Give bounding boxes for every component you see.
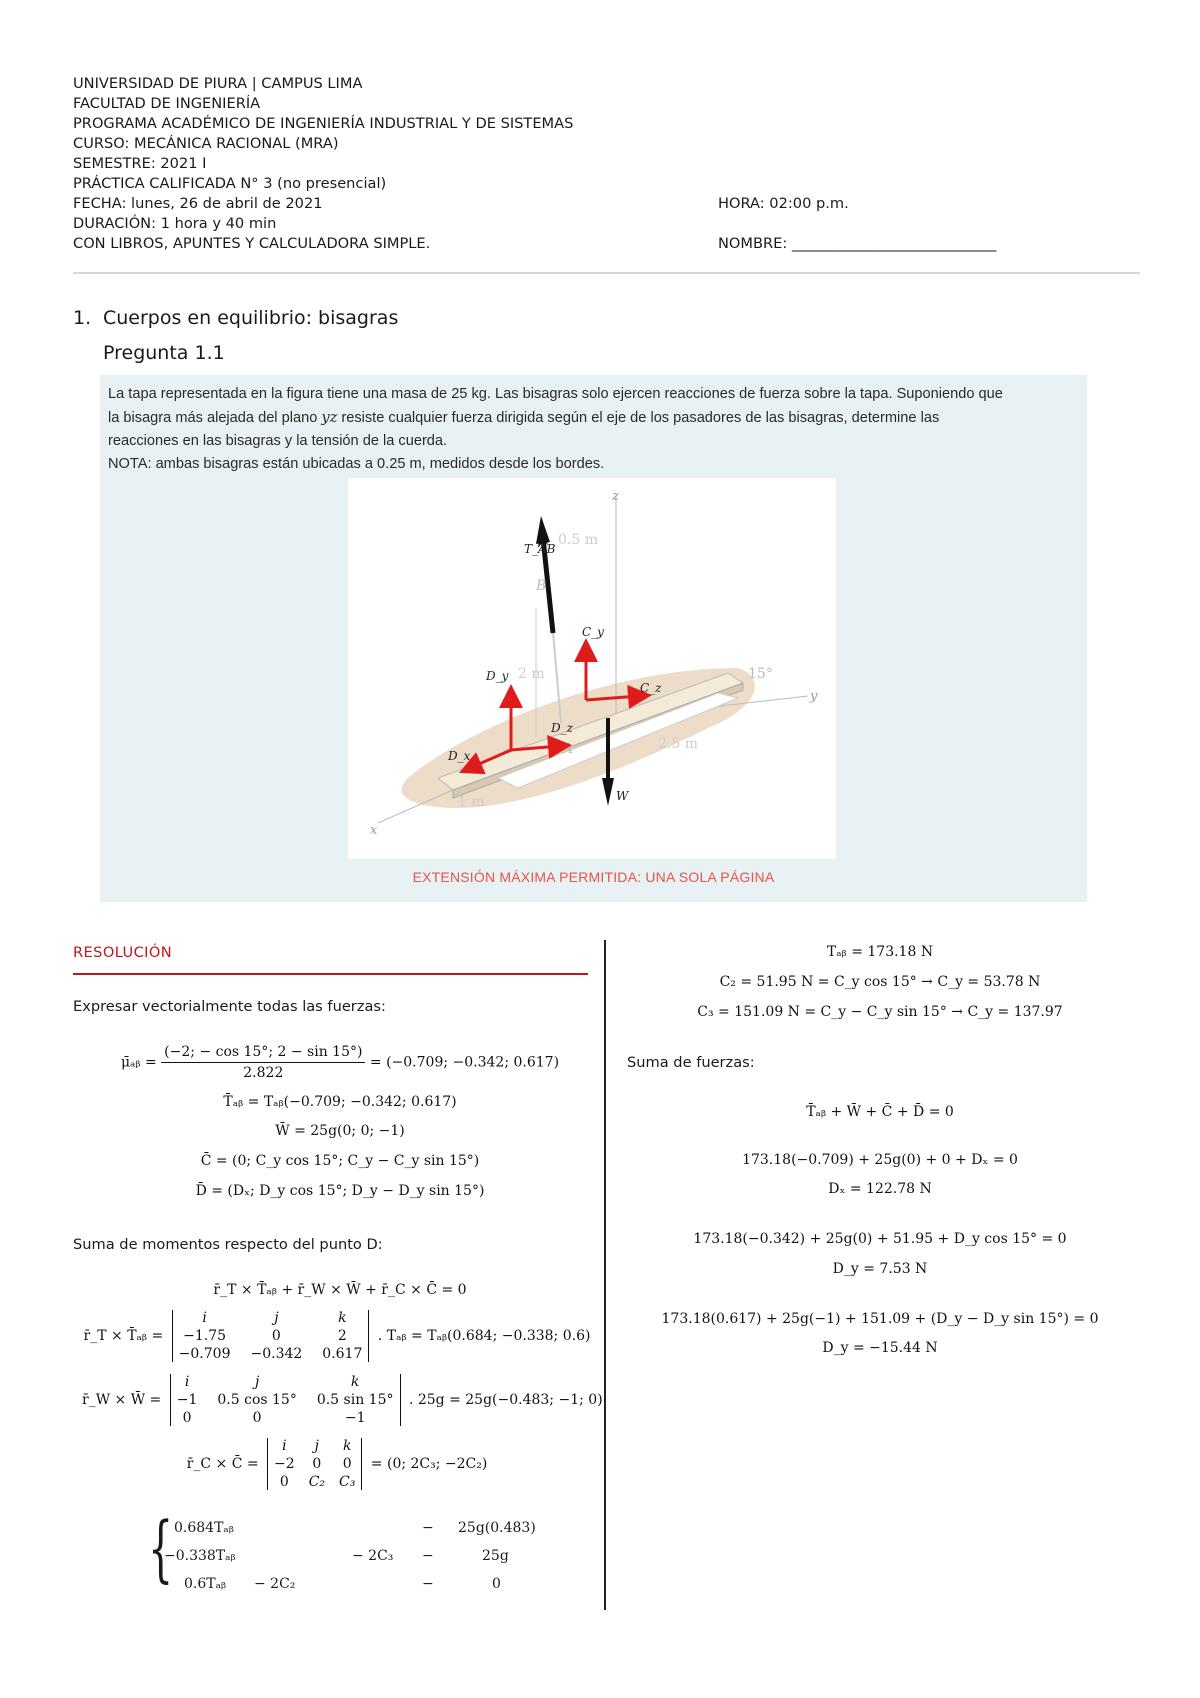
figure-svg	[348, 478, 836, 859]
tension-arrow-head	[536, 516, 550, 544]
sys-term: 25g	[482, 1548, 509, 1564]
m2-cell: 0.5 cos 15°	[217, 1392, 297, 1408]
forces-intro: Suma de fuerzas:	[627, 1054, 755, 1071]
label-Cz: C_z	[640, 681, 662, 695]
weight-arrow-head	[602, 778, 614, 806]
result-C2: C₂ = 51.95 N = C_y cos 15° → C_y = 53.78 N	[719, 974, 1041, 990]
result-Dy-1: D_y = 7.53 N	[832, 1261, 928, 1277]
eq-mu-fraction	[161, 1044, 365, 1081]
header-date: FECHA: lunes, 26 de abril de 2021	[73, 195, 323, 212]
header-program: PROGRAMA ACADÉMICO DE INGENIERÍA INDUSTRIAL Y DE SISTEMAS	[73, 115, 574, 132]
eq-force-x: 173.18(−0.709) + 25g(0) + 0 + Dₓ = 0	[742, 1152, 1018, 1168]
m1-determinant	[172, 1310, 370, 1362]
m3-determinant	[267, 1438, 362, 1490]
label-T: T_AB	[524, 542, 556, 556]
sys-term: −	[422, 1548, 434, 1564]
label-Dy: D_y	[486, 669, 509, 683]
eq-mu-numerator: (−2; − cos 15°; 2 − sin 15°)	[161, 1044, 365, 1063]
eq-moment-W	[82, 1374, 603, 1426]
sys-term: 25g(0.483)	[458, 1520, 536, 1536]
result-C3: C₃ = 151.09 N = C_y − C_y sin 15° → C_y = 137.97	[697, 1004, 1063, 1020]
label-W: W	[616, 789, 629, 803]
system-row-2	[162, 1548, 522, 1568]
header-materials-row	[73, 234, 1133, 254]
question-line-1: La tapa representada en la figura tiene una masa de 25 kg. Las bisagras solo ejercen reacciones de fuerza sobre la tapa. Suponiendo que	[108, 386, 1003, 402]
section-number: 1.	[73, 307, 92, 329]
sys-term: 0	[492, 1576, 501, 1592]
header-faculty: FACULTAD DE INGENIERÍA	[73, 95, 261, 112]
angle-15: 15°	[748, 666, 773, 682]
eq-moment-sum: r̄_T × T̄ₐᵦ + r̄_W × W̄ + r̄_C × C̄ = 0	[213, 1282, 467, 1298]
document-header	[73, 74, 1133, 254]
m1-cell: i	[202, 1310, 207, 1326]
section-title-text: Cuerpos en equilibrio: bisagras	[103, 307, 399, 329]
eq-moment-T	[82, 1310, 592, 1362]
eq-D-vector: D̄ = (Dₓ; D_y cos 15°; D_y − D_y sin 15°)	[195, 1183, 485, 1199]
label-x: x	[370, 823, 378, 838]
header-semester: SEMESTRE: 2021 I	[73, 155, 207, 172]
dim-05m: 0.5 m	[558, 532, 598, 548]
header-name-field: NOMBRE: ____________________________	[718, 235, 997, 252]
label-Dz: D_z	[551, 721, 573, 735]
sys-term: −	[422, 1520, 434, 1536]
eq-force-sum: T̄ₐᵦ + W̄ + C̄ + D̄ = 0	[806, 1104, 954, 1120]
question-note: NOTA: ambas bisagras están ubicadas a 0.25 m, medidos desde los bordes.	[108, 456, 605, 472]
section-title	[73, 307, 398, 329]
m3-lhs: r̄_C × C̄ =	[186, 1456, 259, 1472]
header-exam: PRÁCTICA CALIFICADA N° 3 (no presencial)	[73, 175, 387, 192]
label-z: z	[612, 489, 619, 504]
m1-cell: −0.709	[178, 1346, 231, 1362]
m2-cell: j	[254, 1374, 260, 1390]
label-B: B	[536, 578, 547, 594]
eq-weight-vector: W̄ = 25g(0; 0; −1)	[275, 1123, 405, 1139]
question-line-2	[108, 406, 1078, 430]
lid-hinge-figure	[348, 478, 836, 859]
m2-lhs: r̄_W × W̄ =	[82, 1392, 162, 1408]
m1-cell: −0.342	[250, 1346, 303, 1362]
question-line-2b: resiste cualquier fuerza dirigida según el eje de los pasadores de las bisagras, determine las	[337, 410, 940, 426]
header-course: CURSO: MECÁNICA RACIONAL (MRA)	[73, 135, 339, 152]
max-extension-note: EXTENSIÓN MÁXIMA PERMITIDA: UNA SOLA PÁGINA	[412, 869, 775, 885]
dim-2m: 2 m	[518, 666, 545, 682]
m2-cell: −1	[176, 1392, 198, 1408]
system-row-1	[162, 1520, 536, 1540]
m1-cell: −1.75	[183, 1328, 227, 1344]
m1-cell: 2	[337, 1328, 347, 1344]
m2-rhs: . 25g = 25g(−0.483; −1; 0)	[408, 1392, 603, 1408]
system-row-3	[162, 1576, 522, 1596]
header-duration: DURACIÓN: 1 hora y 40 min	[73, 215, 277, 232]
eq-force-y: 173.18(−0.342) + 25g(0) + 51.95 + D_y cos 15° = 0	[693, 1231, 1067, 1247]
m1-cell: j	[274, 1310, 279, 1326]
sys-term: − 2C₃	[352, 1548, 394, 1564]
eq-C-vector: C̄ = (0; C_y cos 15°; C_y − C_y sin 15°)	[200, 1153, 480, 1169]
question-title: Pregunta 1.1	[103, 342, 225, 364]
m2-determinant	[170, 1374, 401, 1426]
question-line-3: reacciones en las bisagras y la tensión de la cuerda.	[108, 433, 448, 449]
m3-cell: −2	[274, 1456, 295, 1472]
result-Dy-2: D_y = −15.44 N	[822, 1340, 938, 1356]
system-brace: {	[148, 1506, 174, 1590]
m3-cell: k	[342, 1438, 352, 1454]
label-y: y	[810, 689, 818, 704]
resolution-underline	[73, 973, 588, 975]
eq-mu-denominator: 2.822	[243, 1065, 284, 1081]
m1-cell: k	[338, 1310, 347, 1326]
eq-mu-rhs: = (−0.709; −0.342; 0.617)	[369, 1054, 560, 1071]
m3-cell: 0	[342, 1456, 352, 1472]
m2-cell: k	[350, 1374, 360, 1390]
sys-term: −	[422, 1576, 434, 1592]
m3-cell: 0	[279, 1474, 289, 1490]
sys-term: −0.338Tₐᵦ	[164, 1548, 236, 1564]
result-tension: Tₐᵦ = 173.18 N	[826, 944, 934, 960]
result-Dx: Dₓ = 122.78 N	[828, 1181, 932, 1197]
sys-term: 0.684Tₐᵦ	[174, 1520, 234, 1536]
label-A: A	[563, 741, 574, 757]
header-university: UNIVERSIDAD DE PIURA | CAMPUS LIMA	[73, 75, 363, 92]
m2-cell: 0	[182, 1410, 192, 1426]
header-date-row	[73, 194, 1133, 214]
m3-rhs: = (0; 2C₃; −2C₂)	[370, 1456, 488, 1472]
header-divider	[73, 272, 1140, 274]
m3-cell: j	[314, 1438, 320, 1454]
moments-intro: Suma de momentos respecto del punto D:	[73, 1236, 383, 1253]
sys-term: − 2C₂	[254, 1576, 296, 1592]
eq-mu-lhs: μ̄ₐᵦ =	[120, 1054, 157, 1071]
equation-system	[148, 1506, 536, 1594]
m3-cell: 0	[312, 1456, 322, 1472]
label-Cy: C_y	[582, 625, 604, 639]
m2-cell: −1	[344, 1410, 366, 1426]
m2-cell: 0.5 sin 15°	[316, 1392, 394, 1408]
m1-cell: 0	[271, 1328, 281, 1344]
resolution-title: RESOLUCIÓN	[73, 944, 173, 961]
eq-moment-C	[82, 1438, 592, 1490]
question-box	[100, 375, 1087, 902]
m1-lhs: r̄_T × T̄ₐᵦ =	[83, 1328, 164, 1344]
m3-cell: C₂	[308, 1474, 326, 1490]
question-statement	[108, 383, 1078, 476]
question-line-2a: la bisagra más alejada del plano	[108, 410, 322, 426]
label-Dx: D_x	[448, 749, 471, 763]
m3-cell: i	[282, 1438, 287, 1454]
vector-intro: Expresar vectorialmente todas las fuerzas:	[73, 998, 386, 1015]
sys-term: 0.6Tₐᵦ	[184, 1576, 227, 1592]
header-time: HORA: 02:00 p.m.	[718, 195, 849, 212]
m1-rhs: . Tₐᵦ = Tₐᵦ(0.684; −0.338; 0.6)	[377, 1328, 591, 1344]
eq-unit-vector	[110, 1044, 570, 1081]
eq-tension-vector: T̄ₐᵦ = Tₐᵦ(−0.709; −0.342; 0.617)	[223, 1094, 457, 1110]
dim-1m: 1 m	[458, 794, 485, 810]
header-materials: CON LIBROS, APUNTES Y CALCULADORA SIMPLE.	[73, 235, 431, 252]
m1-cell: 0.617	[322, 1346, 363, 1362]
question-variable-yz: yz	[321, 409, 338, 426]
eq-force-z: 173.18(0.617) + 25g(−1) + 151.09 + (D_y − D_y sin 15°) = 0	[661, 1311, 1099, 1327]
m2-cell: 0	[252, 1410, 262, 1426]
m3-cell: C₃	[339, 1474, 356, 1490]
column-divider	[604, 940, 606, 1610]
dim-25m: 2.5 m	[658, 736, 698, 752]
m2-cell: i	[184, 1374, 190, 1390]
